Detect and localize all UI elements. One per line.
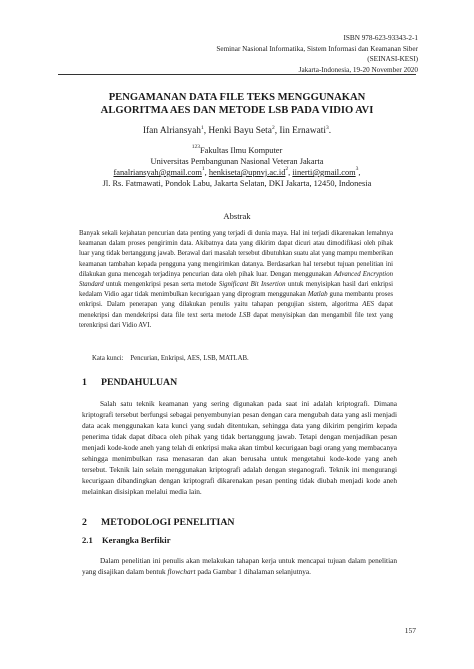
abstract-text xyxy=(79,229,393,331)
keywords-label: Kata kunci: xyxy=(92,355,124,362)
keywords-value: Pencurian, Enkripsi, AES, LSB, MATLAB. xyxy=(130,355,249,362)
paragraph xyxy=(82,555,397,577)
affiliation xyxy=(40,145,434,189)
title-line: ALGORITMA AES DAN METODE LSB PADA VIDIO AVI xyxy=(100,105,374,116)
abstract-italic-run: Advanced Encryption Standard xyxy=(79,270,393,289)
text-run-italic: flowchart xyxy=(167,567,196,576)
email-link[interactable]: fanalriansyah@gmail.com xyxy=(113,168,202,177)
subsection-number: 2.1 xyxy=(82,535,93,545)
email-sup: 2 xyxy=(285,166,289,172)
university: Universitas Pembangunan Nasional Veteran Jakarta xyxy=(150,157,324,166)
abstract-run: guna membantu proses enkripsi. Dalam penerapan yang dilakukan penulis yaitu tahapan pengujian sistem, algoritma xyxy=(79,291,393,309)
abstract-run: dapat menyisipkan dan mengambil file text yang terenkripsi dari Vidio AVI. xyxy=(79,311,393,329)
abstract-italic-run: LSB xyxy=(239,311,251,319)
paragraph: Salah satu teknik keamanan yang sering digunakan pada saat ini adalah kriptografi. Dimana kriptografi tersebut berfungsi sebagai penyembunyian pesan dengan cara mengubah data yang asli menjadi data acak menggunakan kata kunci yang sudah ditentukan, sehingga data yang dikirim pengirim kepada penerima tidak dapat dibaca oleh pihak yang tidak bertanggung jawab. Tetapi dengan menjadikan pesan menjadi kode-kode aneh yang telah di enkripsi maka akan timbul kecurigaan bagi orang yang membacanya sehingga menimbulkan rasa menasaran dan akan berusaha untuk mengetahui kode-kode yang aneh tersebut. Teknik lain selain menggunakan kriptografi adalah dengan steganografi. Teknik ini mengurangi kecurigaan dibandingkan dengan kriptografi dikarenakan pesan penting tidak diubah menjadi kode aneh melainkan disisipkan melalui media lain. xyxy=(82,399,397,496)
email-sup: 1 xyxy=(201,166,205,172)
section-number: 1 xyxy=(82,377,87,388)
abstract-italic-run: Matlab xyxy=(307,291,328,299)
section-number: 2 xyxy=(82,517,87,528)
header-divider xyxy=(58,74,416,75)
section-1-body xyxy=(82,398,397,497)
subsection-2-1-body xyxy=(82,555,397,577)
section-title: PENDAHULUAN xyxy=(101,377,178,388)
author-name: Henki Bayu Seta xyxy=(208,126,272,136)
text-run: Dalam penelitian ini penulis akan melakukan tahapan kerja untuk mencapai tujuan dalam penelitian yang disajikan dalam bentuk xyxy=(82,556,397,576)
author-sep: . xyxy=(328,126,332,136)
author-list xyxy=(40,126,434,136)
email-list xyxy=(40,167,434,178)
abstract-run: untuk menyisipkan hasil dari enkripsi kedalam Vidio agar tidak menimbulkan kecurigaan yang diprogram menggunakan xyxy=(79,281,393,299)
subsection-title: Kerangka Berfikir xyxy=(102,535,171,545)
text-run: pada Gambar 1 dihalaman selanjutnya. xyxy=(195,567,311,576)
email-sep: , xyxy=(288,168,293,177)
isbn: ISBN 978-623-93343-2-1 xyxy=(343,34,418,42)
address: Jl. Rs. Fatmawati, Pondok Labu, Jakarta Selatan, DKI Jakarta, 12450, Indonesia xyxy=(102,179,372,188)
email-link[interactable]: henkiseta@upnvj.ac.id xyxy=(208,168,286,177)
abstract-run: Banyak sekali kejahatan pencurian data penting yang terjadi di dunia maya. Hal ini terjadi dikarenakan lemahnya keamanan dalam proses pengirimin data. Akibatnya data yang dikirim dapat dicuri atau dimodifikasi oleh pihak luar yang tidak bertanggung jawab. Berawal dari masalah tersebut dibutuhkan suatu alat yang mampu memberikan keamanan tambahan kepada pengguna yang mengirimkan datanya. Berdasarkan hal tersebut tujuan penelitian ini dilakukan guna mencegah terjadinya pencurian data oleh pihak luar. Dengan menggunakan xyxy=(79,230,393,278)
seminar-abbrev: (SEINASI-KESI) xyxy=(367,55,418,64)
paper-title xyxy=(64,91,410,117)
abstract-run: untuk mengenkripsi pesan serta metode xyxy=(103,281,219,289)
seminar-name: Seminar Nasional Informatika, Sistem Informasi dan Keamanan Siber xyxy=(216,44,418,53)
author-sup: 1 xyxy=(200,125,204,131)
abstract-run: dapat menekripsi dan mendekripsi data file text serta metode xyxy=(79,301,394,319)
abstract-italic-run: Significant Bit Insertion xyxy=(218,281,286,289)
seminar-location-date: Jakarta-Indonesia, 19-20 November 2020 xyxy=(298,65,418,74)
author-name: Ifan Alriansyah xyxy=(142,126,201,136)
affiliation-sup: 123 xyxy=(191,144,200,150)
keywords xyxy=(92,355,249,362)
email-sep: , xyxy=(204,168,209,177)
email-sep: , xyxy=(358,168,361,177)
subsection-heading-2-1 xyxy=(82,535,171,545)
abstract-italic-run: AES xyxy=(362,301,374,309)
author-sup: 2 xyxy=(271,125,275,131)
section-title: METODOLOGI PENELITIAN xyxy=(101,517,235,528)
email-sup: 3 xyxy=(355,166,359,172)
title-line: PENGAMANAN DATA FILE TEKS MENGGUNAKAN xyxy=(108,92,366,103)
faculty xyxy=(40,145,434,156)
abstract-heading: Abstrak xyxy=(223,211,251,221)
section-heading-1 xyxy=(82,377,177,388)
author-sep: , xyxy=(274,126,280,136)
author-sep: , xyxy=(203,126,209,136)
author-sup: 3 xyxy=(325,125,329,131)
conference-header xyxy=(216,33,418,75)
author-name: Iin Ernawati xyxy=(279,126,326,136)
email-link[interactable]: iinerti@gmail.com xyxy=(292,168,356,177)
section-heading-2 xyxy=(82,517,234,528)
faculty-name: Fakultas Ilmu Komputer xyxy=(199,146,283,155)
page-number: 157 xyxy=(404,626,416,635)
